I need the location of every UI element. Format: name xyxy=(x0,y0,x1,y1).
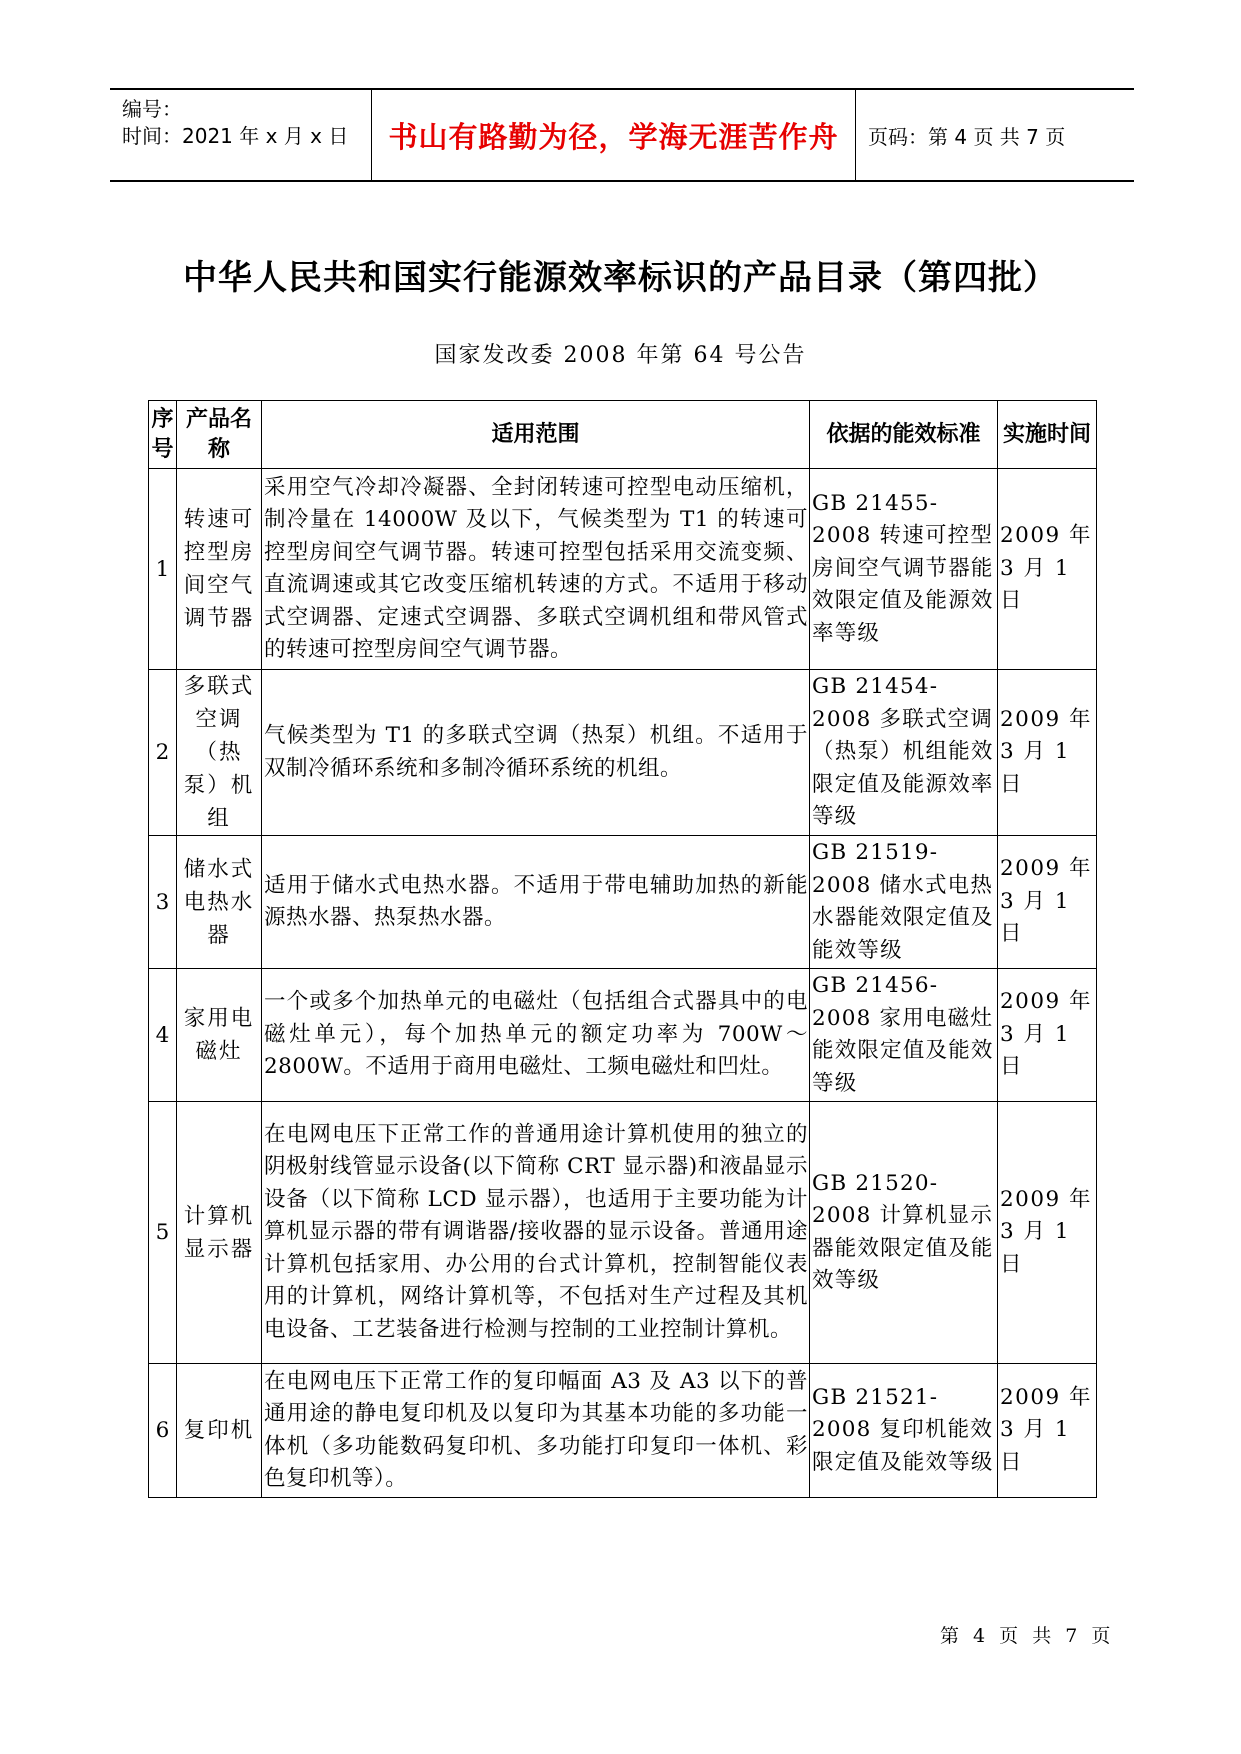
table-row xyxy=(149,836,1097,969)
row-standard: GB 21519-2008 储水式电热水器能效限定值及能效等级 xyxy=(810,836,998,969)
row-no: 3 xyxy=(149,836,177,969)
table-row xyxy=(149,1364,1097,1498)
row-scope: 一个或多个加热单元的电磁灶（包括组合式器具中的电磁灶单元），每个加热单元的额定功率为 700W～2800W。不适用于商用电磁灶、工频电磁灶和凹灶。 xyxy=(262,969,810,1102)
row-no: 4 xyxy=(149,969,177,1102)
row-name: 家用电磁灶 xyxy=(177,969,262,1102)
row-name: 多联式空调（热泵）机组 xyxy=(177,670,262,836)
row-standard: GB 21455-2008 转速可控型房间空气调节器能效限定值及能源效率等级 xyxy=(810,469,998,670)
row-date: 2009 年 3 月 1 日 xyxy=(998,836,1097,969)
header-meta xyxy=(110,90,372,180)
row-standard: GB 21520-2008 计算机显示器能效限定值及能效等级 xyxy=(810,1102,998,1364)
row-date: 2009 年 3 月 1 日 xyxy=(998,469,1097,670)
row-standard: GB 21521-2008 复印机能效限定值及能效等级 xyxy=(810,1364,998,1498)
page-header xyxy=(110,88,1134,182)
row-standard: GB 21454-2008 多联式空调（热泵）机组能效限定值及能源效率等级 xyxy=(810,670,998,836)
table-row xyxy=(149,1102,1097,1364)
header-motto: 书山有路勤为径，学海无涯苦作舟 xyxy=(372,90,856,180)
page-footer: 第 4 页 共 7 页 xyxy=(940,1625,1115,1647)
header-page-label: 页码：第 4 页 共 7 页 xyxy=(868,124,1066,149)
row-name: 转速可控型房间空气调节器 xyxy=(177,469,262,670)
document-subtitle: 国家发改委 2008 年第 64 号公告 xyxy=(434,343,807,368)
header-standard: 依据的能效标准 xyxy=(810,401,998,469)
row-no: 2 xyxy=(149,670,177,836)
header-date: 实施时间 xyxy=(998,401,1097,469)
row-date: 2009 年 3 月 1 日 xyxy=(998,670,1097,836)
row-scope: 气候类型为 T1 的多联式空调（热泵）机组。不适用于双制冷循环系统和多制冷循环系统的机组。 xyxy=(262,670,810,836)
table-row xyxy=(149,969,1097,1102)
table-row xyxy=(149,670,1097,836)
row-scope: 在电网电压下正常工作的复印幅面 A3 及 A3 以下的普通用途的静电复印机及以复印为其基本功能的多功能一体机（多功能数码复印机、多功能打印复印一体机、彩色复印机等）。 xyxy=(262,1364,810,1498)
document-title: 中华人民共和国实行能源效率标识的产品目录（第四批） xyxy=(183,258,1058,298)
row-scope: 在电网电压下正常工作的普通用途计算机使用的独立的阴极射线管显示设备(以下简称 CRT 显示器)和液晶显示设备（以下简称 LCD 显示器），也适用于主要功能为计算机显示器的带有调谐器/接收器的显示设备。普通用途计算机包括家用、办公用的台式计算机，控制智能仪表用的计算机，网络计算机等，不包括对生产过程及其机电设备、工艺装备进行检测与控制的工业控制计算机。 xyxy=(262,1102,810,1364)
document-time-label: 时间：2021 年 x 月 x 日 xyxy=(122,124,349,148)
row-no: 1 xyxy=(149,469,177,670)
header-scope: 适用范围 xyxy=(262,401,810,469)
table-header-row xyxy=(149,401,1097,469)
row-date: 2009 年 3 月 1 日 xyxy=(998,969,1097,1102)
row-scope: 适用于储水式电热水器。不适用于带电辅助加热的新能源热水器、热泵热水器。 xyxy=(262,836,810,969)
table-row xyxy=(149,469,1097,670)
row-name: 计算机显示器 xyxy=(177,1102,262,1364)
row-no: 6 xyxy=(149,1364,177,1498)
row-date: 2009 年 3 月 1 日 xyxy=(998,1364,1097,1498)
row-scope: 采用空气冷却冷凝器、全封闭转速可控型电动压缩机，制冷量在 14000W 及以下，气候类型为 T1 的转速可控型房间空气调节器。转速可控型包括采用交流变频、直流调速或其它改变压缩机转速的方式。不适用于移动式空调器、定速式空调器、多联式空调机组和带风管式的转速可控型房间空气调节器。 xyxy=(262,469,810,670)
row-date: 2009 年 3 月 1 日 xyxy=(998,1102,1097,1364)
row-name: 储水式电热水器 xyxy=(177,836,262,969)
product-catalog-table xyxy=(148,400,1097,1498)
row-no: 5 xyxy=(149,1102,177,1364)
document-number-label: 编号： xyxy=(122,97,182,121)
row-name: 复印机 xyxy=(177,1364,262,1498)
header-no: 序号 xyxy=(149,401,177,469)
header-name: 产品名称 xyxy=(177,401,262,469)
row-standard: GB 21456-2008 家用电磁灶能效限定值及能效等级 xyxy=(810,969,998,1102)
